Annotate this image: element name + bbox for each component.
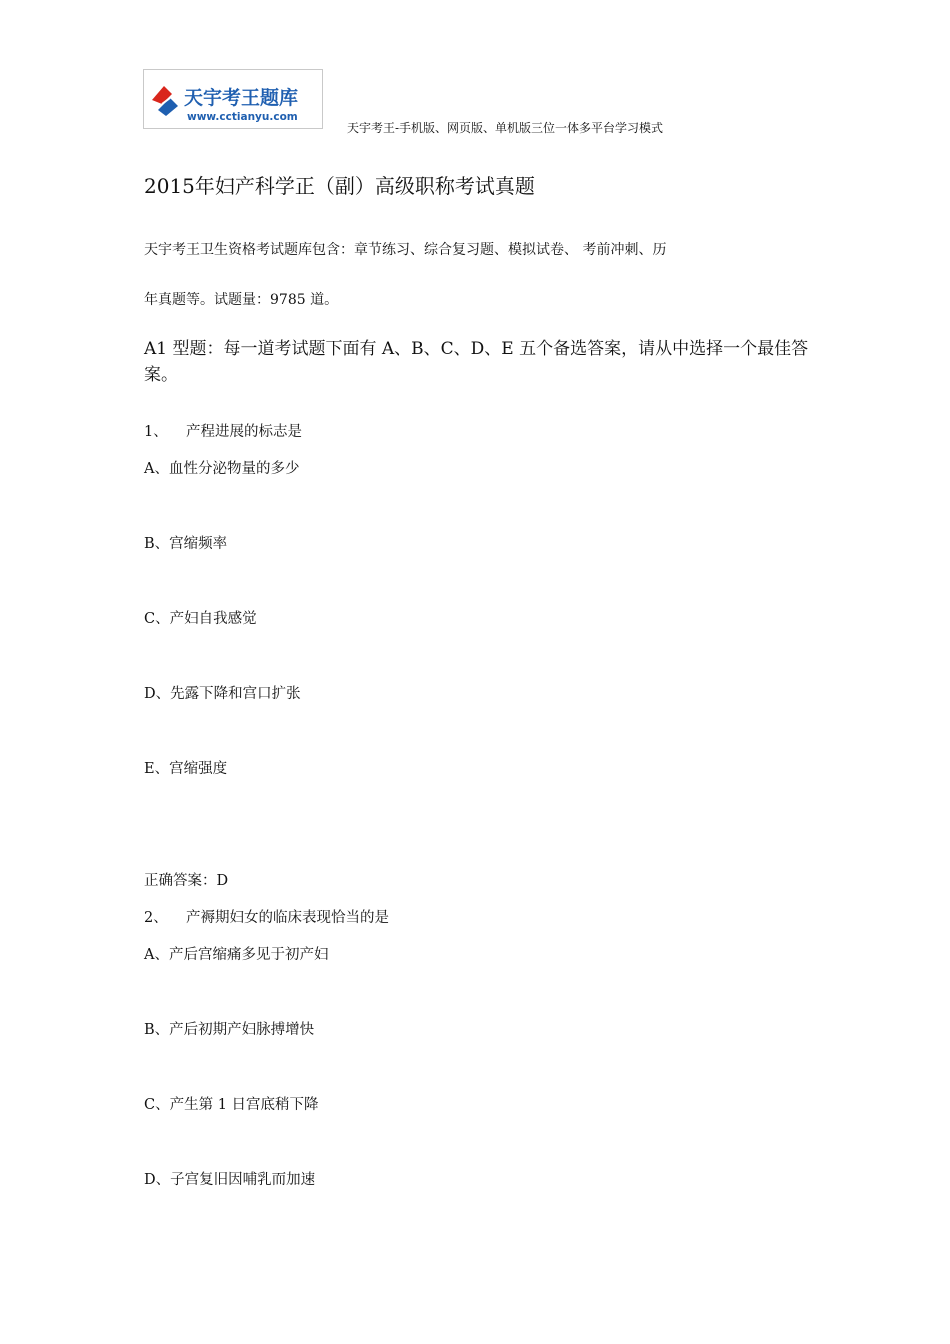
question-stem: 产程进展的标志是 xyxy=(186,424,302,440)
question-stem: 产褥期妇女的临床表现恰当的是 xyxy=(186,910,389,926)
question-number: 2、 xyxy=(144,910,168,926)
question-2-option-b: B、产后初期产妇脉搏增快 xyxy=(144,1022,315,1038)
document-title: 2015年妇产科学正（副）高级职称考试真题 xyxy=(144,174,535,198)
header-tagline: 天宇考王-手机版、网页版、单机版三位一体多平台学习模式 xyxy=(347,121,664,135)
question-1-option-c: C、产妇自我感觉 xyxy=(144,611,257,627)
question-1-answer: 正确答案：D xyxy=(144,873,229,889)
question-2-option-d: D、子宫复旧因哺乳而加速 xyxy=(144,1172,316,1188)
question-1-option-e: E、宫缩强度 xyxy=(144,761,228,777)
question-1-stem-row xyxy=(144,420,302,441)
section-heading: A1 型题：每一道考试题下面有 A、B、C、D、E 五个备选答案，请从中选择一个最佳答案。 xyxy=(144,339,809,385)
question-2-option-a: A、产后宫缩痛多见于初产妇 xyxy=(144,947,329,963)
question-2-stem-row xyxy=(144,906,389,927)
logo-mark-icon xyxy=(148,82,182,118)
site-logo xyxy=(143,69,323,129)
question-2-option-c: C、产生第 1 日宫底稍下降 xyxy=(144,1097,319,1113)
question-1-option-b: B、宫缩频率 xyxy=(144,536,228,552)
intro-line-2: 年真题等。试题量：9785 道。 xyxy=(144,292,339,308)
question-number: 1、 xyxy=(144,424,168,440)
question-1-option-d: D、先露下降和宫口扩张 xyxy=(144,686,301,702)
logo-url: www.cctianyu.com xyxy=(187,111,298,123)
logo-name: 天宇考王题库 xyxy=(184,87,299,109)
intro-line-1: 天宇考王卫生资格考试题库包含：章节练习、综合复习题、模拟试卷、 考前冲刺、历 xyxy=(144,242,667,258)
question-1-option-a: A、血性分泌物量的多少 xyxy=(144,461,300,477)
